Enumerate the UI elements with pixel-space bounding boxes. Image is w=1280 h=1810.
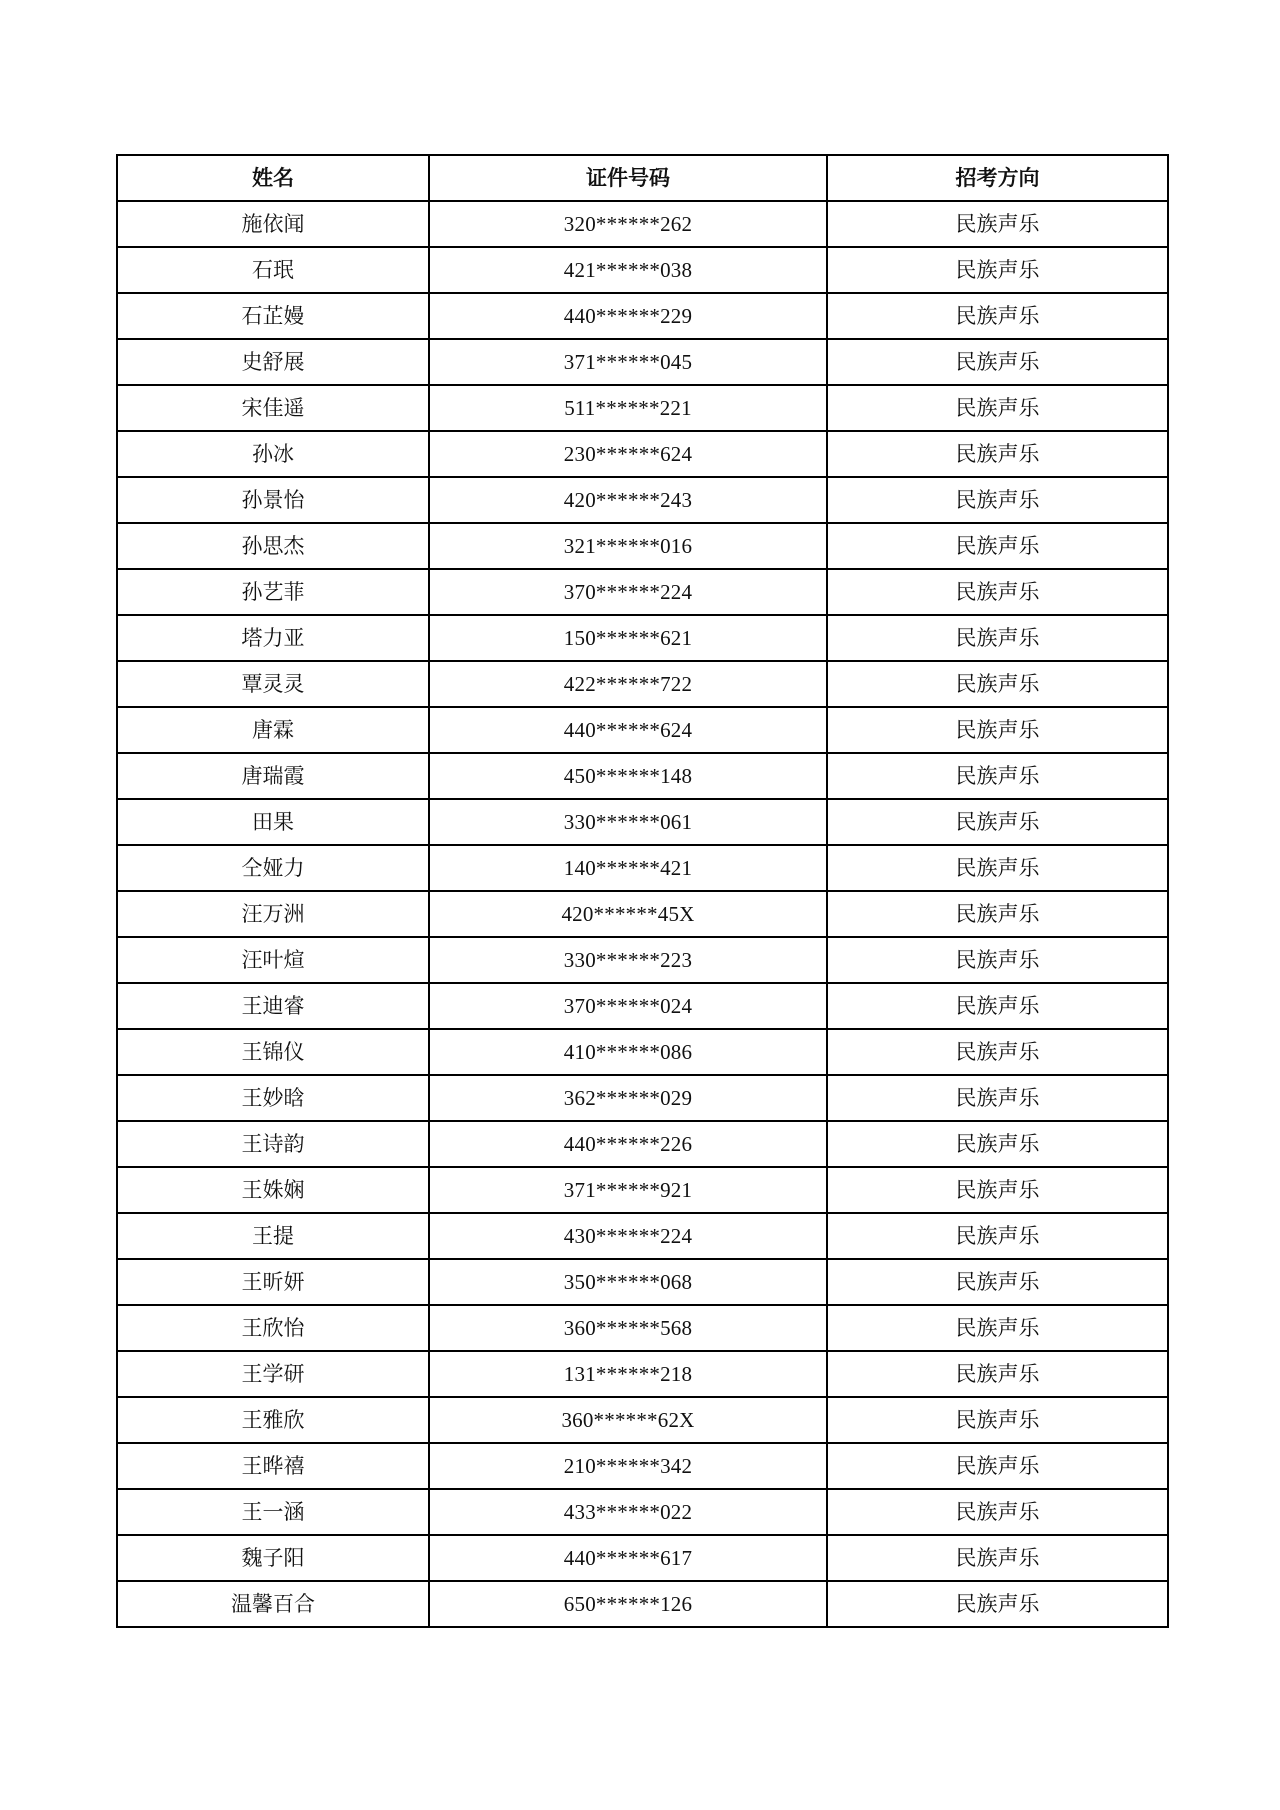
cell-id-number: 440******617 (429, 1535, 827, 1581)
table-row (117, 1581, 1168, 1627)
table-row (117, 1121, 1168, 1167)
cell-id-number: 131******218 (429, 1351, 827, 1397)
cell-id-number: 430******224 (429, 1213, 827, 1259)
cell-id-number: 440******624 (429, 707, 827, 753)
table-row (117, 753, 1168, 799)
cell-direction: 民族声乐 (827, 1581, 1168, 1627)
column-header-id-number: 证件号码 (429, 155, 827, 201)
cell-name: 王姝娴 (117, 1167, 429, 1213)
table-body (117, 201, 1168, 1627)
cell-id-number: 440******229 (429, 293, 827, 339)
cell-name: 王迪睿 (117, 983, 429, 1029)
table-row (117, 201, 1168, 247)
table-row (117, 293, 1168, 339)
table-row (117, 1489, 1168, 1535)
cell-name: 孙景怡 (117, 477, 429, 523)
cell-id-number: 360******568 (429, 1305, 827, 1351)
table-header-row (117, 155, 1168, 201)
cell-name: 王昕妍 (117, 1259, 429, 1305)
cell-direction: 民族声乐 (827, 937, 1168, 983)
table-row (117, 891, 1168, 937)
cell-name: 王诗韵 (117, 1121, 429, 1167)
cell-id-number: 362******029 (429, 1075, 827, 1121)
cell-id-number: 410******086 (429, 1029, 827, 1075)
cell-direction: 民族声乐 (827, 1489, 1168, 1535)
cell-id-number: 370******224 (429, 569, 827, 615)
cell-id-number: 420******45X (429, 891, 827, 937)
cell-name: 王一涵 (117, 1489, 429, 1535)
cell-direction: 民族声乐 (827, 1535, 1168, 1581)
cell-name: 王锦仪 (117, 1029, 429, 1075)
cell-id-number: 150******621 (429, 615, 827, 661)
cell-id-number: 230******624 (429, 431, 827, 477)
table-row (117, 615, 1168, 661)
column-header-direction: 招考方向 (827, 155, 1168, 201)
cell-direction: 民族声乐 (827, 523, 1168, 569)
cell-id-number: 371******045 (429, 339, 827, 385)
table-row (117, 477, 1168, 523)
cell-name: 宋佳遥 (117, 385, 429, 431)
cell-id-number: 360******62X (429, 1397, 827, 1443)
cell-name: 王提 (117, 1213, 429, 1259)
cell-name: 汪叶煊 (117, 937, 429, 983)
candidate-table (116, 154, 1169, 1628)
cell-id-number: 330******061 (429, 799, 827, 845)
cell-name: 王晔禧 (117, 1443, 429, 1489)
table-row (117, 1535, 1168, 1581)
cell-name: 唐霖 (117, 707, 429, 753)
cell-id-number: 210******342 (429, 1443, 827, 1489)
cell-name: 塔力亚 (117, 615, 429, 661)
cell-name: 石珉 (117, 247, 429, 293)
cell-direction: 民族声乐 (827, 385, 1168, 431)
cell-name: 孙艺菲 (117, 569, 429, 615)
cell-name: 王雅欣 (117, 1397, 429, 1443)
table-row (117, 661, 1168, 707)
cell-id-number: 422******722 (429, 661, 827, 707)
cell-direction: 民族声乐 (827, 339, 1168, 385)
cell-direction: 民族声乐 (827, 615, 1168, 661)
table-row (117, 385, 1168, 431)
table-row (117, 1397, 1168, 1443)
cell-id-number: 350******068 (429, 1259, 827, 1305)
cell-id-number: 330******223 (429, 937, 827, 983)
cell-id-number: 420******243 (429, 477, 827, 523)
cell-id-number: 650******126 (429, 1581, 827, 1627)
cell-name: 温馨百合 (117, 1581, 429, 1627)
cell-direction: 民族声乐 (827, 569, 1168, 615)
table-row (117, 523, 1168, 569)
cell-direction: 民族声乐 (827, 1443, 1168, 1489)
cell-id-number: 421******038 (429, 247, 827, 293)
cell-name: 王学研 (117, 1351, 429, 1397)
cell-direction: 民族声乐 (827, 1397, 1168, 1443)
table-row (117, 1167, 1168, 1213)
cell-name: 王妙晗 (117, 1075, 429, 1121)
table-row (117, 247, 1168, 293)
table-row (117, 1305, 1168, 1351)
cell-name: 孙冰 (117, 431, 429, 477)
cell-direction: 民族声乐 (827, 891, 1168, 937)
cell-direction: 民族声乐 (827, 247, 1168, 293)
cell-direction: 民族声乐 (827, 1121, 1168, 1167)
cell-direction: 民族声乐 (827, 983, 1168, 1029)
cell-direction: 民族声乐 (827, 845, 1168, 891)
cell-direction: 民族声乐 (827, 201, 1168, 247)
table-row (117, 431, 1168, 477)
cell-name: 魏子阳 (117, 1535, 429, 1581)
cell-name: 石芷嫚 (117, 293, 429, 339)
cell-name: 汪万洲 (117, 891, 429, 937)
table-row (117, 937, 1168, 983)
table-row (117, 1213, 1168, 1259)
cell-id-number: 370******024 (429, 983, 827, 1029)
cell-direction: 民族声乐 (827, 293, 1168, 339)
cell-id-number: 450******148 (429, 753, 827, 799)
column-header-name: 姓名 (117, 155, 429, 201)
cell-direction: 民族声乐 (827, 753, 1168, 799)
cell-direction: 民族声乐 (827, 1213, 1168, 1259)
table-row (117, 845, 1168, 891)
table-row (117, 983, 1168, 1029)
cell-direction: 民族声乐 (827, 1351, 1168, 1397)
cell-direction: 民族声乐 (827, 477, 1168, 523)
cell-id-number: 511******221 (429, 385, 827, 431)
cell-id-number: 321******016 (429, 523, 827, 569)
cell-id-number: 371******921 (429, 1167, 827, 1213)
cell-name: 孙思杰 (117, 523, 429, 569)
table-row (117, 707, 1168, 753)
cell-id-number: 140******421 (429, 845, 827, 891)
table-row (117, 1351, 1168, 1397)
table-row (117, 1075, 1168, 1121)
cell-direction: 民族声乐 (827, 1075, 1168, 1121)
cell-direction: 民族声乐 (827, 661, 1168, 707)
cell-name: 仝娅力 (117, 845, 429, 891)
cell-direction: 民族声乐 (827, 1029, 1168, 1075)
cell-name: 田果 (117, 799, 429, 845)
table-row (117, 1259, 1168, 1305)
cell-direction: 民族声乐 (827, 431, 1168, 477)
cell-direction: 民族声乐 (827, 1305, 1168, 1351)
table-row (117, 799, 1168, 845)
cell-id-number: 320******262 (429, 201, 827, 247)
cell-name: 王欣怡 (117, 1305, 429, 1351)
table-row (117, 569, 1168, 615)
cell-name: 唐瑞霞 (117, 753, 429, 799)
cell-direction: 民族声乐 (827, 707, 1168, 753)
cell-name: 覃灵灵 (117, 661, 429, 707)
table-row (117, 339, 1168, 385)
cell-direction: 民族声乐 (827, 1167, 1168, 1213)
cell-name: 史舒展 (117, 339, 429, 385)
cell-name: 施依闻 (117, 201, 429, 247)
cell-direction: 民族声乐 (827, 799, 1168, 845)
table-row (117, 1443, 1168, 1489)
table-row (117, 1029, 1168, 1075)
cell-direction: 民族声乐 (827, 1259, 1168, 1305)
cell-id-number: 440******226 (429, 1121, 827, 1167)
cell-id-number: 433******022 (429, 1489, 827, 1535)
